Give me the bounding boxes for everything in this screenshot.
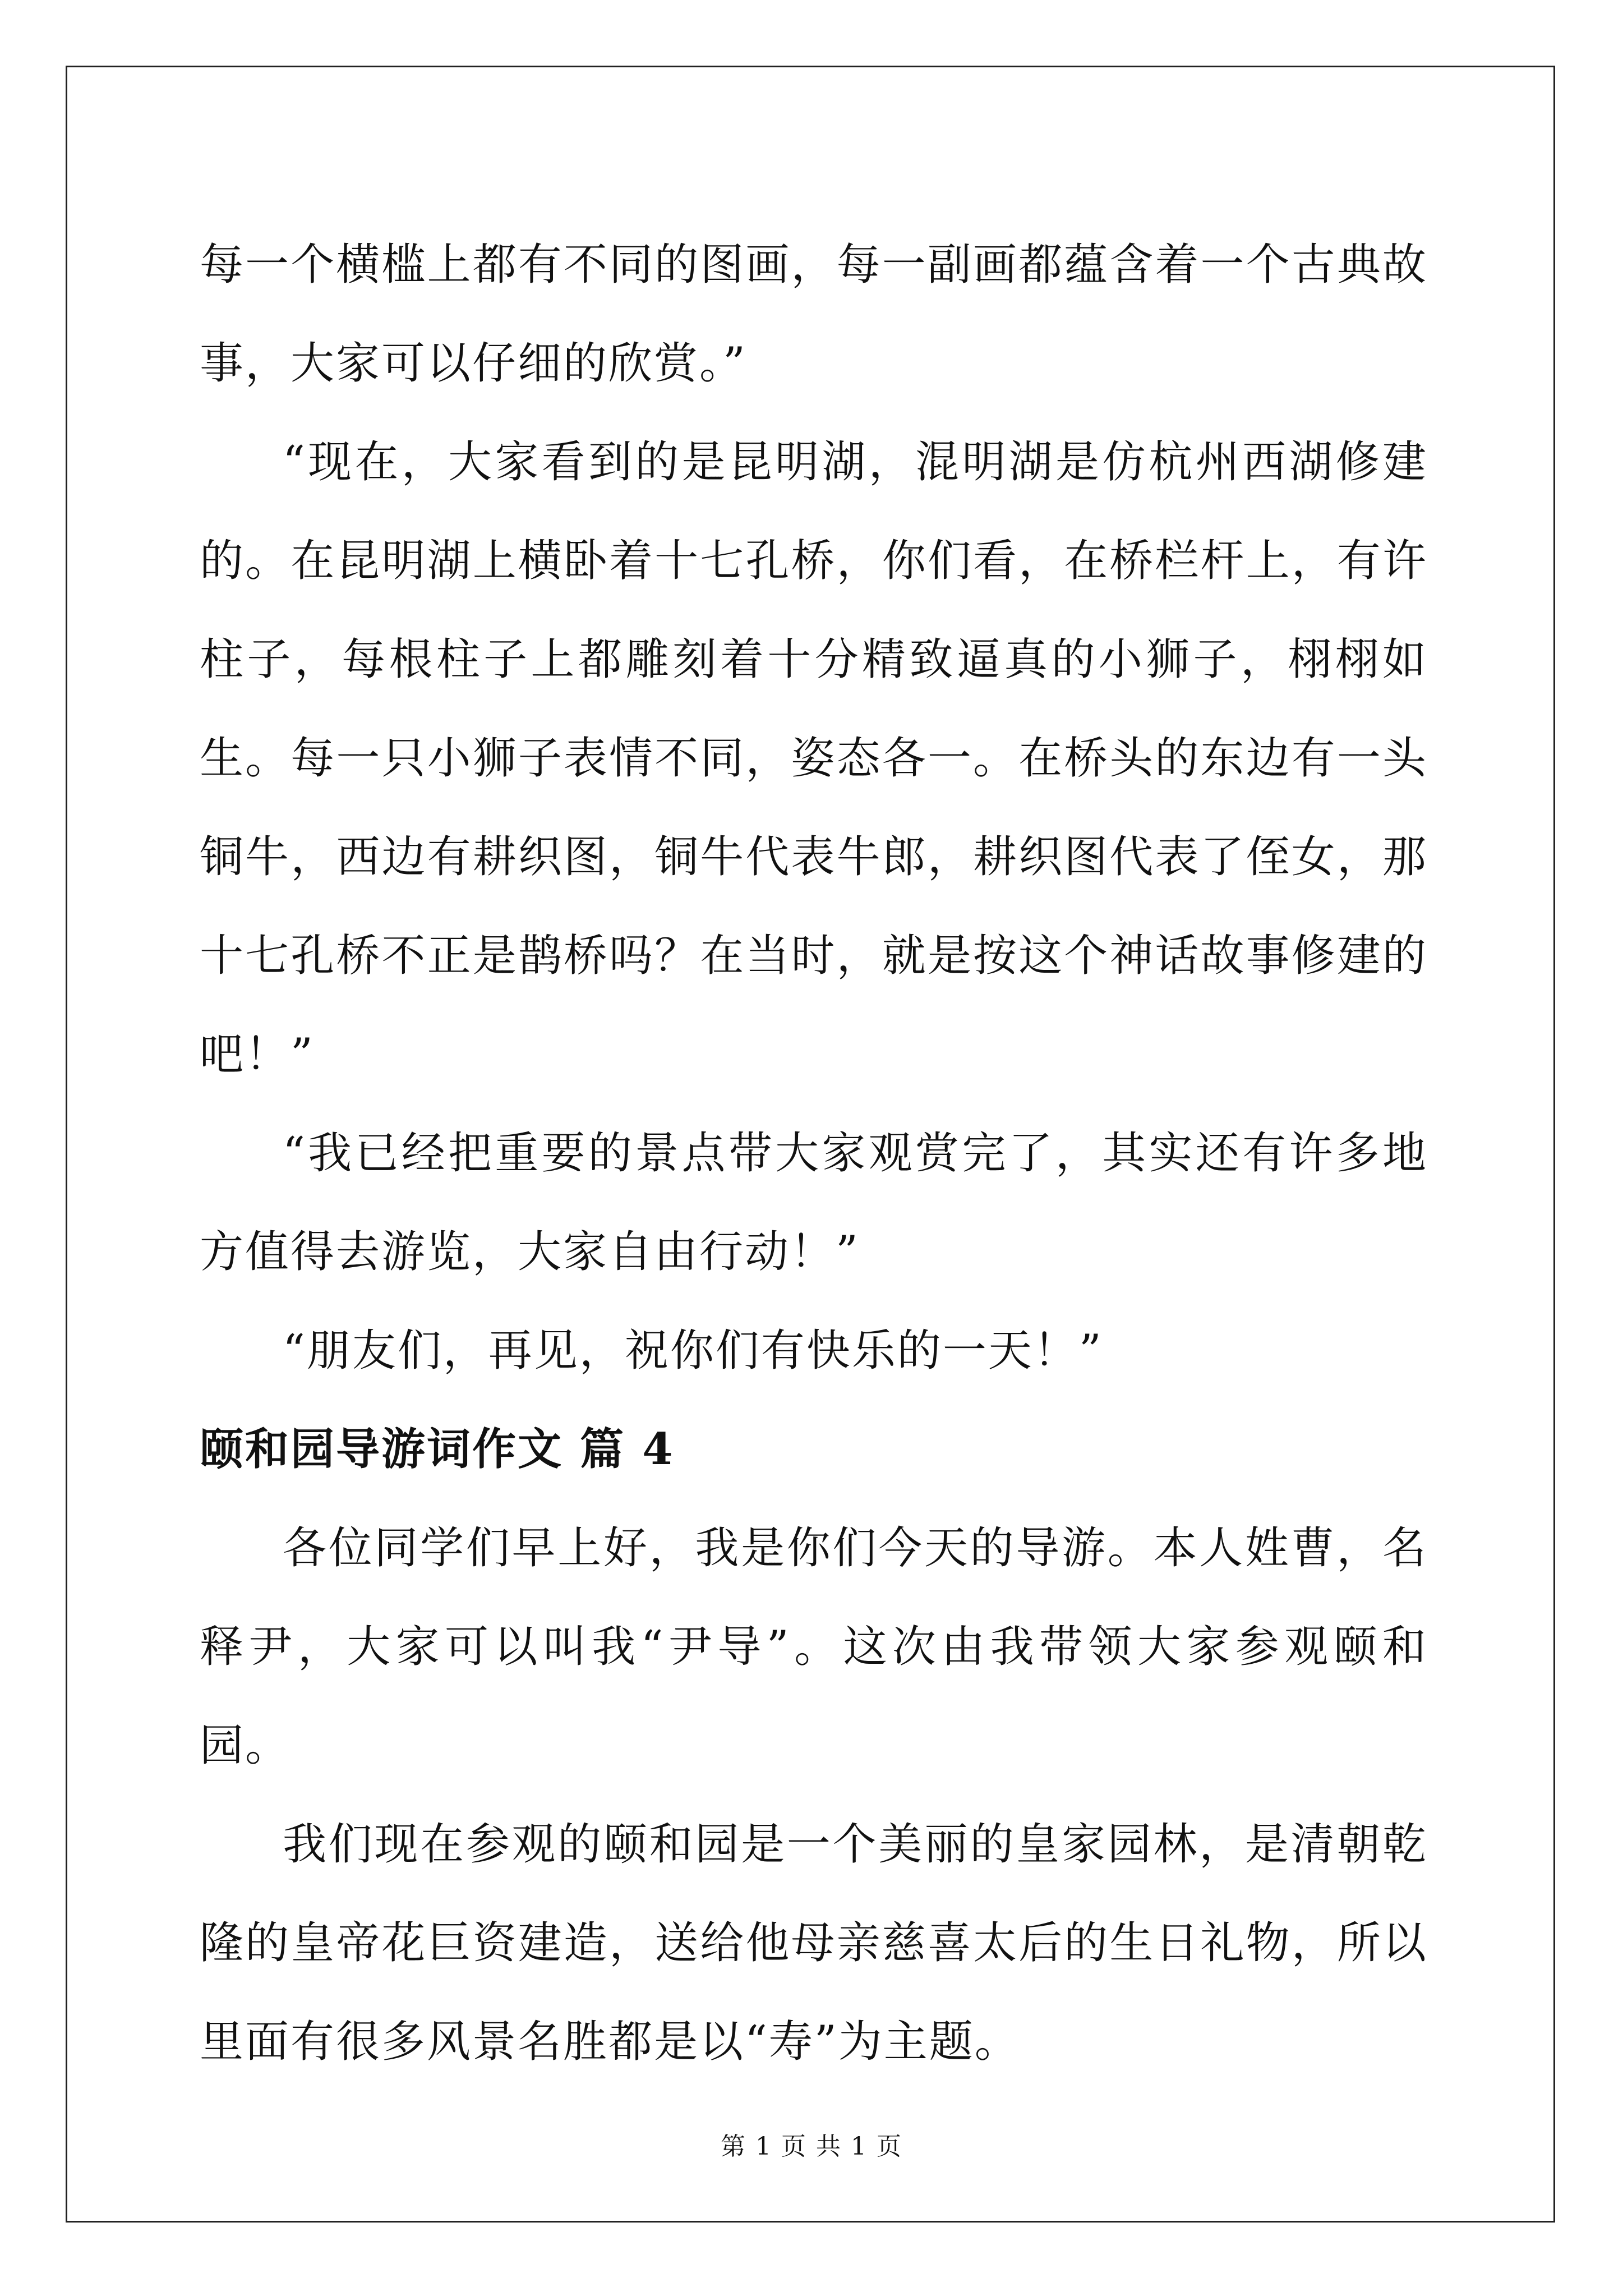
paragraph: “我已经把重要的景点带大家观赏完了，其实还有许多地方值得去游览，大家自由行动！” [200,1128,1428,1277]
paragraph: “朋友们，再见，祝你们有快乐的一天！” [283,1326,1103,1376]
paragraph: “现在，大家看到的是昆明湖，混明湖是仿杭州西湖修建的。在昆明湖上横卧着十七孔桥，你们看，在桥栏杆上，有许柱子，每根柱子上都雕刻着十分精致逼真的小狮子，栩栩如生。每一只小狮子表情不同，姿态各一。在桥头的东边有一头铜牛，西边有耕织图，铜牛代表牛郎，耕织图代表了侄女，那十七孔桥不正是鹊桥吗？在当时，就是按这个神话故事修建的吧！” [200,437,1428,1080]
paragraph: 我们现在参观的颐和园是一个美丽的皇家园林，是清朝乾隆的皇帝花巨资建造，送给他母亲慈喜太后的生日礼物，所以里面有很多风景名胜都是以“寿”为主题。 [200,1819,1428,2067]
section-heading: 颐和园导游词作文 篇 4 [200,1424,675,1475]
page-number-footer: 第 1 页 共 1 页 [721,2132,902,2161]
paragraph: 各位同学们早上好，我是你们今天的导游。本人姓曹，名释尹，大家可以叫我“尹导”。这次由我带领大家参观颐和园。 [200,1523,1428,1771]
paragraph: 每一个横槛上都有不同的图画，每一副画都蕴含着一个古典故事，大家可以仔细的欣赏。” [200,240,1428,389]
document-body [200,215,1428,2091]
